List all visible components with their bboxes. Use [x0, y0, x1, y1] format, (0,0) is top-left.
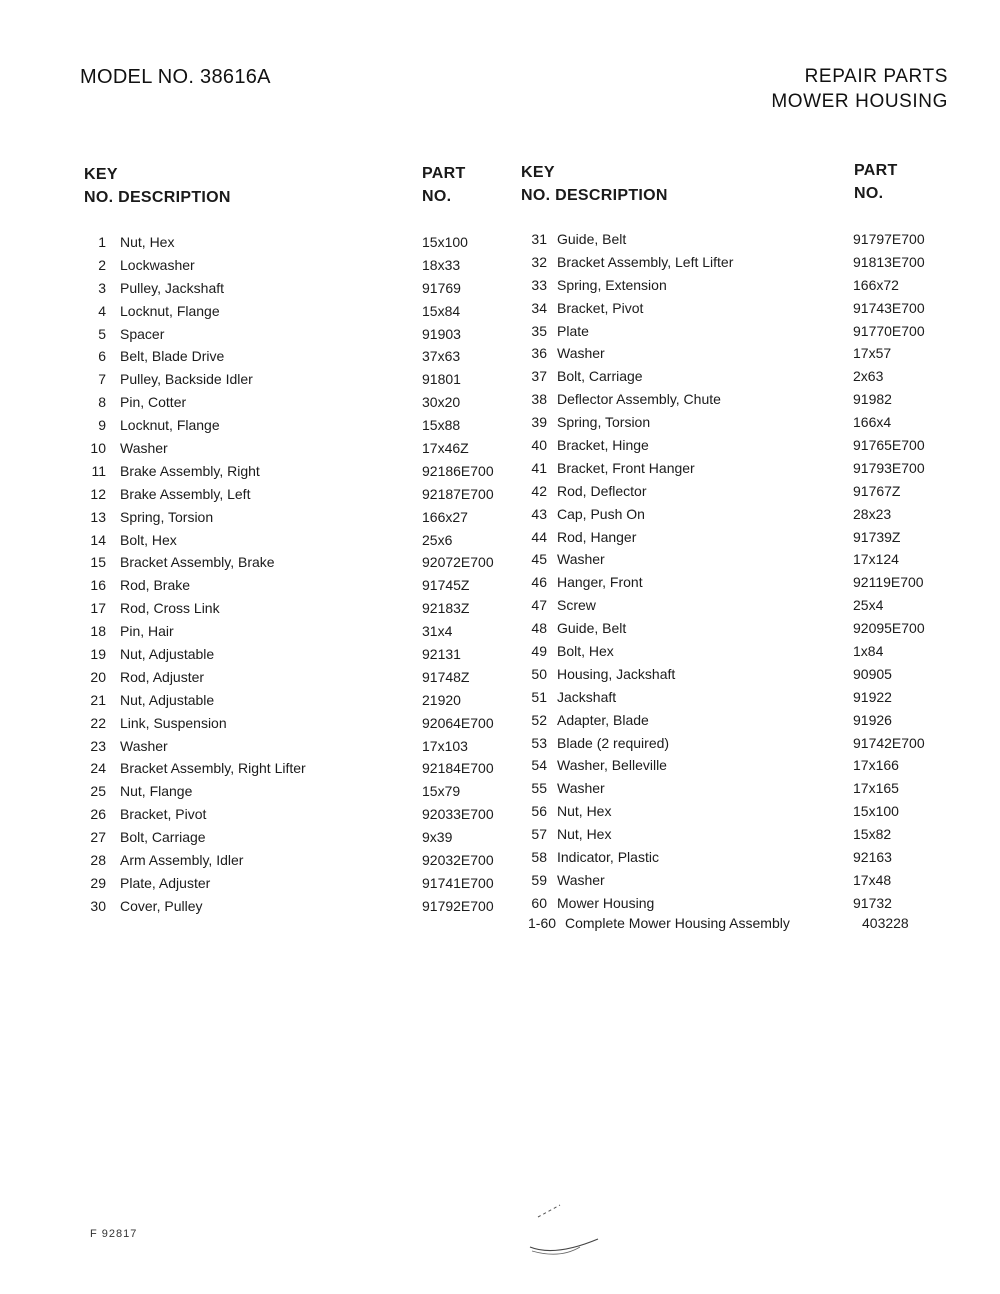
- key-number: 27: [90, 829, 106, 846]
- part-description: Washer: [557, 780, 605, 797]
- table-row: [0, 823, 1000, 846]
- key-number: 19: [90, 646, 106, 663]
- part-number: 91748Z: [422, 668, 470, 685]
- part-number: 92072E700: [422, 554, 494, 571]
- part-number: 17x124: [853, 551, 899, 568]
- part-description: Plate: [557, 322, 589, 339]
- key-number: 20: [90, 668, 106, 685]
- part-description: Indicator, Plastic: [557, 849, 659, 866]
- part-description: Pulley, Jackshaft: [120, 279, 225, 296]
- table-row: [0, 526, 1000, 549]
- part-number: 91926: [853, 711, 892, 728]
- part-number: 15x100: [853, 803, 899, 820]
- key-number: 54: [531, 757, 547, 774]
- part-description: Brake Assembly, Left: [120, 485, 251, 502]
- key-number: 26: [90, 806, 106, 823]
- key-number: 28: [90, 852, 106, 869]
- part-number: 17x166: [853, 757, 899, 774]
- table-row: [0, 800, 1000, 823]
- key-number: 42: [531, 482, 547, 499]
- part-description: Bracket, Pivot: [557, 299, 644, 316]
- part-description: Adapter, Blade: [557, 711, 649, 728]
- part-number: 92064E700: [422, 714, 494, 731]
- right-key-header: [521, 161, 668, 207]
- part-number: 31x4: [422, 623, 453, 640]
- part-description: Cap, Push On: [557, 505, 645, 522]
- left-key-header: [84, 163, 231, 209]
- key-number: 7: [98, 371, 106, 388]
- part-description: Bolt, Carriage: [120, 829, 206, 846]
- table-row: [0, 709, 1000, 732]
- part-description: Bolt, Hex: [557, 643, 614, 660]
- part-description: Pin, Cotter: [120, 394, 187, 411]
- key-number: 48: [531, 620, 547, 637]
- key-number: 35: [531, 322, 547, 339]
- part-description: Cover, Pulley: [120, 897, 203, 914]
- key-number: 50: [531, 665, 547, 682]
- part-number: 2x63: [853, 368, 884, 385]
- part-number: 91743E700: [853, 299, 925, 316]
- key-number: 60: [531, 894, 547, 911]
- document-code: F 92817: [90, 1228, 138, 1240]
- key-number: 16: [90, 577, 106, 594]
- key-number: 52: [531, 711, 547, 728]
- key-number: 17: [90, 600, 106, 617]
- page-title: [771, 64, 948, 114]
- key-number: 46: [531, 574, 547, 591]
- key-number: 11: [91, 462, 106, 479]
- part-number: 91769: [422, 279, 461, 296]
- table-row: [0, 342, 1000, 365]
- part-number: 17x46Z: [422, 440, 469, 457]
- scanner-marks: [520, 1195, 610, 1265]
- key-number: 1: [98, 234, 106, 250]
- part-description: Spacer: [120, 325, 165, 342]
- part-description: Spring, Torsion: [557, 414, 651, 431]
- part-number: 90905: [853, 665, 892, 682]
- part-number: 91732: [853, 894, 892, 911]
- key-number: 18: [90, 623, 106, 640]
- part-no-label: NO.: [854, 185, 884, 202]
- part-number: 15x84: [422, 302, 461, 319]
- table-row: [0, 663, 1000, 686]
- part-number: 15x79: [422, 783, 461, 800]
- title-mower-housing: MOWER HOUSING: [771, 91, 948, 112]
- part-number: 37x63: [422, 348, 461, 365]
- key-number: 9: [98, 417, 106, 434]
- part-description: Washer, Belleville: [557, 757, 667, 774]
- part-description: Washer: [120, 737, 168, 754]
- key-number: 39: [531, 414, 547, 431]
- part-description: Mower Housing: [557, 894, 655, 911]
- part-description: Rod, Deflector: [557, 482, 647, 499]
- key-number: 37: [531, 368, 547, 385]
- part-number: 17x103: [422, 737, 468, 754]
- model-number: MODEL NO. 38616A: [80, 66, 271, 88]
- part-description: Nut, Adjustable: [120, 691, 215, 708]
- key-number: 3: [98, 279, 106, 296]
- part-description: Bracket, Pivot: [120, 806, 207, 823]
- part-description: Nut, Hex: [120, 234, 175, 250]
- key-number: 12: [90, 485, 106, 502]
- part-description: Brake Assembly, Right: [120, 462, 260, 479]
- part-description: Bolt, Hex: [120, 531, 177, 548]
- part-number: 91922: [853, 688, 892, 705]
- key-label: KEY: [84, 166, 118, 183]
- key-number: 36: [531, 345, 547, 362]
- part-description: Nut, Hex: [557, 803, 612, 820]
- part-description: Guide, Belt: [557, 620, 627, 637]
- table-row: [0, 411, 1000, 434]
- part-description: Arm Assembly, Idler: [120, 852, 244, 869]
- key-number: 13: [90, 508, 106, 525]
- part-number: 25x4: [853, 597, 884, 614]
- no-description-label: NO. DESCRIPTION: [84, 189, 231, 206]
- table-row: [0, 457, 1000, 480]
- key-number: 57: [531, 826, 547, 843]
- key-number: 10: [90, 440, 106, 457]
- part-number: 30x20: [422, 394, 461, 411]
- part-description: Bracket Assembly, Left Lifter: [557, 253, 734, 270]
- part-number: 17x165: [853, 780, 899, 797]
- key-number: 15: [90, 554, 106, 571]
- part-description: Nut, Flange: [120, 783, 193, 800]
- key-number: 33: [531, 276, 547, 293]
- part-description: Bracket, Hinge: [557, 437, 649, 454]
- total-description: Complete Mower Housing Assembly: [565, 915, 790, 931]
- part-description: Rod, Cross Link: [120, 600, 220, 617]
- left-part-header: [422, 162, 466, 208]
- part-description: Nut, Adjustable: [120, 646, 215, 663]
- key-number: 38: [531, 391, 547, 408]
- part-number: 166x72: [853, 276, 899, 293]
- part-number: 91742E700: [853, 734, 925, 751]
- part-description: Guide, Belt: [557, 231, 627, 247]
- part-number: 91801: [422, 371, 461, 388]
- part-description: Locknut, Flange: [120, 417, 220, 434]
- part-number: 15x82: [853, 826, 892, 843]
- part-number: 17x48: [853, 871, 892, 888]
- part-description: Pin, Hair: [120, 623, 174, 640]
- part-description: Belt, Blade Drive: [120, 348, 225, 365]
- part-number: 25x6: [422, 531, 453, 548]
- table-row: [0, 617, 1000, 640]
- key-number: 23: [90, 737, 106, 754]
- key-number: 6: [98, 348, 106, 365]
- table-row: [0, 480, 1000, 503]
- title-repair-parts: REPAIR PARTS: [804, 66, 948, 87]
- key-number: 2: [98, 256, 106, 273]
- table-row: [0, 228, 1000, 251]
- table-row: [0, 777, 1000, 800]
- key-number: 58: [531, 849, 547, 866]
- part-description: Plate, Adjuster: [120, 874, 211, 891]
- part-number: 1x84: [853, 643, 884, 660]
- table-row: [0, 640, 1000, 663]
- key-number: 32: [531, 253, 547, 270]
- key-number: 56: [531, 803, 547, 820]
- key-label: KEY: [521, 164, 555, 181]
- part-number: 28x23: [853, 505, 892, 522]
- part-description: Bracket Assembly, Right Lifter: [120, 760, 306, 777]
- part-description: Rod, Adjuster: [120, 668, 205, 685]
- part-description: Bracket, Front Hanger: [557, 459, 695, 476]
- key-number: 4: [98, 302, 106, 319]
- part-description: Washer: [557, 871, 605, 888]
- key-number: 45: [531, 551, 547, 568]
- part-description: Housing, Jackshaft: [557, 665, 676, 682]
- part-number: 92187E700: [422, 485, 494, 502]
- part-description: Link, Suspension: [120, 714, 227, 731]
- key-number: 22: [90, 714, 106, 731]
- part-label: PART: [854, 162, 898, 179]
- table-row: [0, 297, 1000, 320]
- table-row: [0, 892, 1000, 915]
- table-row: [0, 732, 1000, 755]
- part-number: 92184E700: [422, 760, 494, 777]
- right-part-header: [854, 159, 898, 205]
- part-description: Nut, Hex: [557, 826, 612, 843]
- part-number: 92131: [422, 646, 461, 663]
- part-number: 166x4: [853, 414, 892, 431]
- key-number: 29: [90, 874, 106, 891]
- table-row: [0, 594, 1000, 617]
- part-description: Pulley, Backside Idler: [120, 371, 253, 388]
- part-number: 92186E700: [422, 462, 494, 479]
- table-row: [0, 274, 1000, 297]
- part-number: 91767Z: [853, 482, 901, 499]
- part-description: Lockwasher: [120, 256, 195, 273]
- part-number: 91745Z: [422, 577, 470, 594]
- key-number: 43: [531, 505, 547, 522]
- table-row: [0, 434, 1000, 457]
- table-row: [0, 365, 1000, 388]
- part-number: 92119E700: [853, 574, 924, 591]
- key-number: 40: [531, 437, 547, 454]
- key-number: 30: [90, 897, 106, 914]
- part-number: 91741E700: [422, 874, 494, 891]
- table-row: [0, 503, 1000, 526]
- key-number: 14: [90, 531, 106, 548]
- right-parts-list: [0, 228, 1000, 915]
- part-number: 91797E700: [853, 231, 925, 247]
- part-number: 91982: [853, 391, 892, 408]
- table-row: [0, 869, 1000, 892]
- part-number: 91739Z: [853, 528, 901, 545]
- part-number: 18x33: [422, 256, 461, 273]
- part-number: 92163: [853, 849, 892, 866]
- table-row: [0, 686, 1000, 709]
- part-number: 91792E700: [422, 897, 494, 914]
- part-description: Rod, Brake: [120, 577, 191, 594]
- key-number: 24: [90, 760, 106, 777]
- key-number: 31: [531, 231, 547, 247]
- part-number: 91793E700: [853, 459, 925, 476]
- part-description: Deflector Assembly, Chute: [557, 391, 721, 408]
- total-part-number: 403228: [862, 915, 909, 931]
- part-number: 91903: [422, 325, 461, 342]
- key-number: 59: [531, 871, 547, 888]
- key-number: 21: [90, 691, 106, 708]
- part-description: Blade (2 required): [557, 734, 670, 751]
- part-description: Screw: [557, 597, 596, 614]
- part-description: Washer: [557, 551, 605, 568]
- part-description: Washer: [120, 440, 168, 457]
- part-number: 17x57: [853, 345, 892, 362]
- key-number: 49: [531, 643, 547, 660]
- part-number: 166x27: [422, 508, 468, 525]
- part-description: Bolt, Carriage: [557, 368, 643, 385]
- part-description: Bracket Assembly, Brake: [120, 554, 275, 571]
- part-description: Washer: [557, 345, 605, 362]
- key-number: 44: [531, 528, 547, 545]
- part-label: PART: [422, 165, 466, 182]
- part-number: 91765E700: [853, 437, 925, 454]
- total-key: 1-60: [528, 915, 557, 931]
- table-row: [0, 388, 1000, 411]
- part-description: Locknut, Flange: [120, 302, 220, 319]
- key-number: 51: [531, 688, 547, 705]
- table-row: [0, 320, 1000, 343]
- key-number: 47: [531, 597, 547, 614]
- key-number: 55: [531, 780, 547, 797]
- part-number: 92033E700: [422, 806, 494, 823]
- table-row: [0, 251, 1000, 274]
- part-description: Rod, Hanger: [557, 528, 637, 545]
- table-row: [0, 571, 1000, 594]
- part-number: 92183Z: [422, 600, 470, 617]
- table-row: [0, 754, 1000, 777]
- key-number: 34: [531, 299, 547, 316]
- part-number: 92032E700: [422, 852, 494, 869]
- part-number: 15x100: [422, 234, 468, 250]
- table-row: [0, 548, 1000, 571]
- part-number: 91813E700: [853, 253, 925, 270]
- part-number: 91770E700: [853, 322, 925, 339]
- part-number: 15x88: [422, 417, 461, 434]
- no-description-label: NO. DESCRIPTION: [521, 187, 668, 204]
- key-number: 53: [531, 734, 547, 751]
- key-number: 5: [98, 325, 106, 342]
- table-row: [0, 846, 1000, 869]
- part-number: 9x39: [422, 829, 453, 846]
- part-description: Spring, Torsion: [120, 508, 214, 525]
- part-description: Jackshaft: [557, 688, 617, 705]
- part-description: Spring, Extension: [557, 276, 667, 293]
- part-no-label: NO.: [422, 188, 452, 205]
- part-number: 21920: [422, 691, 461, 708]
- key-number: 8: [98, 394, 106, 411]
- key-number: 41: [531, 459, 547, 476]
- part-description: Hanger, Front: [557, 574, 643, 591]
- key-number: 25: [90, 783, 106, 800]
- part-number: 92095E700: [853, 620, 925, 637]
